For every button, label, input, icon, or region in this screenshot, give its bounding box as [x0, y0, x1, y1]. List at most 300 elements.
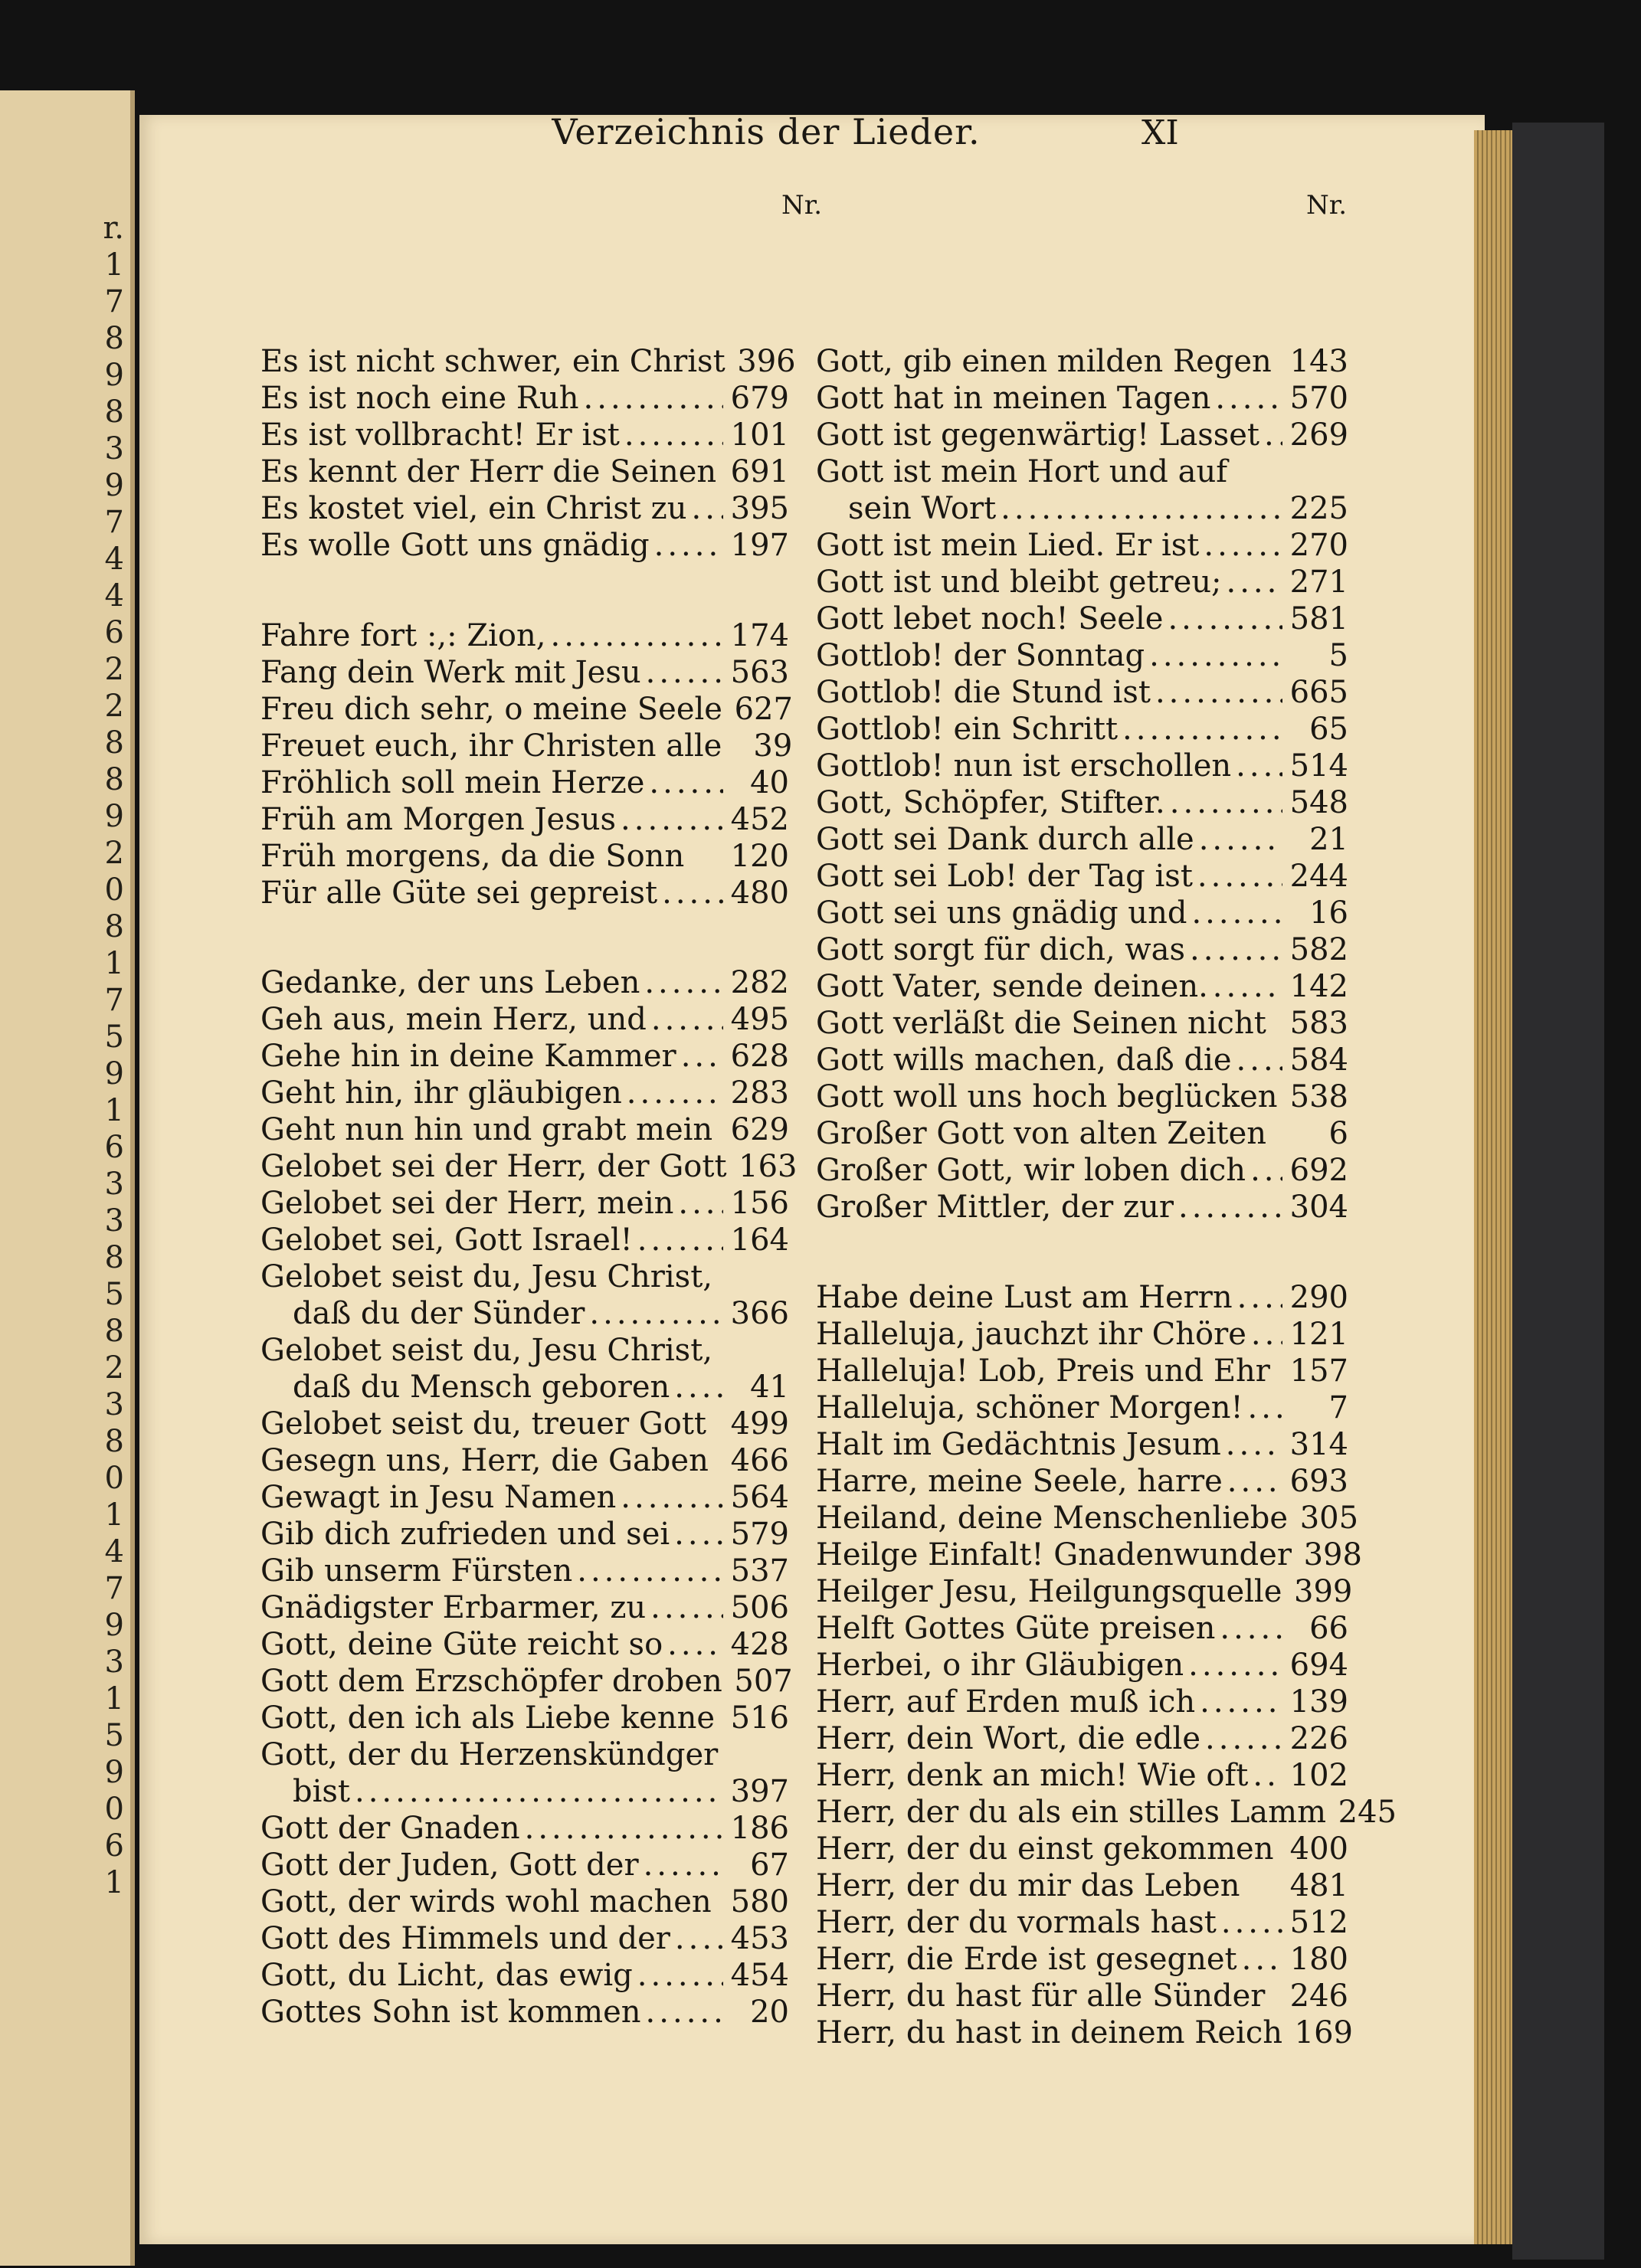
left-page-number: 7: [104, 505, 124, 540]
left-page-number: 1: [104, 247, 124, 283]
entry-title: Herr, der du vormals hast: [816, 1905, 1217, 1940]
left-page-number: 1: [104, 1865, 124, 1900]
dot-leader: [1170, 784, 1282, 821]
entry-number: 174: [730, 618, 789, 653]
entry-number: 139: [1289, 1684, 1348, 1720]
index-entry: [816, 1537, 1362, 1573]
entry-title: Gott sorgt für dich, was: [816, 932, 1186, 967]
index-entry: [260, 1773, 789, 1810]
dot-leader: [649, 764, 723, 801]
entry-number: 579: [730, 1517, 789, 1552]
dot-leader: [637, 1222, 723, 1258]
entry-title: Halleluja, schöner Morgen!: [816, 1390, 1243, 1425]
index-entry: [816, 968, 1348, 1005]
entry-number: 121: [1289, 1317, 1348, 1352]
entry-title: Gott wills machen, daß die: [816, 1042, 1232, 1078]
entry-number: 452: [730, 802, 789, 837]
entry-title: Gottlob! ein Schritt: [816, 712, 1119, 747]
entry-title: Gewagt in Jesu Namen: [260, 1480, 617, 1515]
dot-leader: [1188, 1647, 1282, 1684]
entry-number: 694: [1289, 1648, 1348, 1683]
index-entry: [816, 1500, 1359, 1537]
index-entry: [816, 1279, 1348, 1316]
left-page-number: 1: [104, 1681, 124, 1717]
index-entry: [816, 380, 1348, 417]
entry-title: Gott, gib einen milden Regen: [816, 344, 1272, 379]
entry-title: Gott ist und bleibt getreu;: [816, 565, 1222, 600]
dot-leader: [1248, 1389, 1282, 1426]
entry-title: Gelobet sei, Gott Israel!: [260, 1222, 633, 1258]
entry-number: 516: [730, 1700, 789, 1736]
entry-number: 269: [1289, 417, 1348, 453]
entry-title: Herr, du hast in deinem Reich: [816, 2015, 1283, 2050]
entry-number: 305: [1299, 1501, 1359, 1536]
entry-title: Herr, die Erde ist gesegnet: [816, 1942, 1237, 1977]
left-page-number: 6: [104, 1828, 124, 1864]
entry-number: 679: [730, 381, 789, 416]
index-entry: [816, 1115, 1348, 1152]
index-entry: [260, 343, 796, 380]
left-page-number: 8: [104, 1424, 124, 1459]
index-entry: [816, 564, 1348, 601]
dot-leader: [651, 1001, 723, 1038]
index-entry: [260, 875, 789, 911]
dot-leader: [674, 1369, 723, 1406]
entry-title: Fröhlich soll mein Herze: [260, 765, 645, 800]
entry-number: 665: [1289, 675, 1348, 710]
entry-number: 246: [1289, 1978, 1348, 2014]
left-page-number: 8: [104, 909, 124, 944]
entry-number: 563: [730, 655, 789, 690]
left-page-number: 7: [104, 1571, 124, 1606]
entry-number: 538: [1289, 1079, 1348, 1114]
index-entry: [816, 2014, 1354, 2051]
index-entry: [816, 490, 1348, 527]
index-entry: [260, 764, 789, 801]
dot-leader: [1250, 1152, 1282, 1189]
entry-number: 537: [730, 1553, 789, 1589]
index-entry: [260, 1148, 798, 1185]
index-entry: [816, 1757, 1348, 1794]
column-heading-left: Nr.: [781, 190, 823, 221]
entry-number: 400: [1289, 1831, 1348, 1867]
entry-number: 428: [730, 1627, 789, 1662]
entry-number: 143: [1289, 344, 1348, 379]
entry-title: Gott ist gegenwärtig! Lasset: [816, 417, 1260, 453]
left-page-number: 2: [104, 652, 124, 687]
dot-leader: [662, 875, 723, 911]
index-entry: [260, 838, 789, 875]
entry-title: Gott sei Dank durch alle: [816, 822, 1194, 857]
entry-title: Geht hin, ihr gläubigen: [260, 1075, 622, 1111]
entry-number: 628: [730, 1039, 789, 1074]
left-page-number: 1: [104, 1093, 124, 1128]
dot-leader: [1237, 1279, 1282, 1316]
entry-title: Gott des Himmels und der: [260, 1921, 670, 1956]
entry-title: Halleluja, jauchzt ihr Chöre: [816, 1317, 1246, 1352]
dot-leader: [525, 1810, 723, 1847]
index-entry: [260, 1994, 789, 2031]
entry-number: 564: [730, 1480, 789, 1515]
entry-number: 186: [730, 1811, 789, 1846]
entry-title: Geh aus, mein Herz, und: [260, 1002, 647, 1037]
entry-title: Heilge Einfalt! Gnadenwunder: [816, 1537, 1292, 1573]
entry-title: Gelobet seist du, Jesu Christ,: [260, 1333, 712, 1368]
index-entry: [816, 1647, 1348, 1684]
left-page-number: 2: [104, 836, 124, 871]
entry-title: Gott, Schöpfer, Stifter.: [816, 785, 1165, 820]
index-entry: [816, 1867, 1348, 1904]
book-cover: [1512, 123, 1604, 2260]
index-entry: [816, 1831, 1348, 1867]
left-page-number: 3: [104, 1203, 124, 1239]
entry-number: 180: [1289, 1942, 1348, 1977]
entry-number: 693: [1289, 1464, 1348, 1499]
entry-number: 66: [1309, 1611, 1348, 1646]
entry-title: Gott, der wirds wohl machen: [260, 1884, 712, 1919]
entry-number: 41: [750, 1370, 789, 1405]
entry-number: 366: [730, 1296, 789, 1331]
entry-number: 65: [1309, 712, 1348, 747]
left-page-number: 7: [104, 284, 124, 319]
index-entry: [260, 1406, 789, 1442]
index-entry: [260, 728, 793, 764]
entry-title: Freuet euch, ihr Christen alle: [260, 728, 722, 764]
left-page-number: 0: [104, 1792, 124, 1827]
index-entry: [260, 1479, 789, 1516]
dot-leader: [589, 1295, 723, 1332]
entry-title: Fahre fort :,: Zion,: [260, 618, 546, 653]
index-entry: [816, 1426, 1348, 1463]
index-entry: [260, 1001, 789, 1038]
index-entry: [816, 1189, 1348, 1226]
entry-title: Gelobet sei der Herr, der Gott: [260, 1149, 727, 1184]
entry-title: Helft Gottes Güte preisen: [816, 1611, 1216, 1646]
entry-title: Herr, denk an mich! Wie oft: [816, 1758, 1249, 1793]
dot-leader: [355, 1773, 723, 1810]
entry-title: Es ist vollbracht! Er ist: [260, 417, 620, 453]
index-entry: [816, 1042, 1348, 1078]
left-page-number: 2: [104, 1350, 124, 1386]
entry-number: 226: [1289, 1721, 1348, 1756]
index-entry: [260, 1700, 789, 1736]
dot-leader: [1226, 1426, 1282, 1463]
entry-number: 156: [730, 1186, 789, 1221]
entry-number: 7: [1328, 1390, 1348, 1425]
entry-title: Freu dich sehr, o meine Seele: [260, 692, 722, 727]
dot-leader: [1178, 1189, 1282, 1226]
index-entry: [816, 1573, 1353, 1610]
dot-leader: [1199, 821, 1282, 858]
entry-title: Gottlob! der Sonntag: [816, 638, 1145, 673]
page-number: XI: [1141, 113, 1179, 152]
left-page-number: 3: [104, 1387, 124, 1422]
index-entry: [260, 1553, 789, 1589]
left-page-number: 8: [104, 1314, 124, 1349]
left-page-number: 9: [104, 1608, 124, 1643]
entry-number: 506: [730, 1590, 789, 1625]
entry-number: 67: [750, 1847, 789, 1883]
entry-title: Gib dich zufrieden und sei: [260, 1517, 670, 1552]
index-entry: [260, 801, 789, 838]
dot-leader: [1197, 858, 1282, 895]
entry-title: Herbei, o ihr Gläubigen: [816, 1648, 1184, 1683]
dot-leader: [637, 1957, 723, 1994]
left-page-number: 7: [104, 983, 124, 1018]
dot-leader: [577, 1553, 723, 1589]
index-entry: [260, 453, 789, 490]
index-entry: [260, 490, 789, 527]
entry-number: 245: [1338, 1795, 1397, 1830]
entry-number: 271: [1289, 565, 1348, 600]
index-entry: [260, 1332, 789, 1369]
entry-title: Gottlob! nun ist erschollen: [816, 748, 1232, 784]
index-entry: [816, 637, 1348, 674]
entry-title: Gott dem Erzschöpfer droben: [260, 1664, 722, 1699]
entry-title: Gott der Juden, Gott der: [260, 1847, 639, 1883]
entry-title: Gott sei uns gnädig und: [816, 895, 1187, 931]
entry-number: 102: [1289, 1758, 1348, 1793]
entry-title: Harre, meine Seele, harre: [816, 1464, 1223, 1499]
entry-title: Gott, der du Herzenskündger: [260, 1737, 719, 1772]
entry-title: Gott, du Licht, das ewig: [260, 1958, 633, 1993]
entry-number: 499: [730, 1406, 789, 1442]
left-page-number: 1: [104, 1497, 124, 1533]
left-page-number: 5: [104, 1019, 124, 1055]
entry-number: 304: [1289, 1190, 1348, 1225]
left-page-number: 9: [104, 1056, 124, 1091]
dot-leader: [1155, 674, 1282, 711]
index-entry: [816, 1316, 1348, 1353]
dot-leader: [621, 801, 723, 838]
entry-title: Gott lebet noch! Seele: [816, 601, 1164, 637]
index-entry: [816, 343, 1348, 380]
dot-leader: [584, 380, 723, 417]
left-page-number: r.: [103, 211, 124, 246]
dot-leader: [1200, 1684, 1282, 1720]
index-entry: [260, 1920, 789, 1957]
entry-title: Es ist noch eine Ruh: [260, 381, 579, 416]
dot-leader: [1001, 490, 1282, 527]
entry-title: Gott woll uns hoch beglücken: [816, 1079, 1278, 1114]
entry-title: sein Wort: [848, 491, 997, 526]
entry-number: 548: [1289, 785, 1348, 820]
entry-title: Gott, deine Güte reicht so: [260, 1627, 663, 1662]
dot-leader: [1236, 748, 1282, 784]
index-entry: [260, 1736, 789, 1773]
dot-leader: [627, 1075, 723, 1111]
entry-number: 40: [750, 765, 789, 800]
entry-title: Gelobet seist du, treuer Gott: [260, 1406, 706, 1442]
index-entry: [816, 453, 1348, 490]
index-entry: [816, 1005, 1348, 1042]
entry-number: 582: [1289, 932, 1348, 967]
index-entry: [260, 964, 789, 1001]
entry-title: Großer Mittler, der zur: [816, 1190, 1174, 1225]
entry-number: 495: [730, 1002, 789, 1037]
left-page-number: 0: [104, 1461, 124, 1496]
entry-title: Herr, auf Erden muß ich: [816, 1684, 1196, 1720]
entry-number: 270: [1289, 528, 1348, 563]
entry-number: 197: [730, 528, 789, 563]
left-page-number: 8: [104, 725, 124, 761]
entry-number: 120: [730, 839, 789, 874]
index-entry: [816, 527, 1348, 564]
dot-leader: [1227, 564, 1283, 601]
entry-title: Es wolle Gott uns gnädig: [260, 528, 650, 563]
entry-title: Gottes Sohn ist kommen: [260, 1995, 641, 2030]
entry-number: 627: [734, 692, 793, 727]
index-entry: [816, 1078, 1348, 1115]
index-entry: [260, 1258, 789, 1295]
index-entry: [260, 1442, 789, 1479]
entry-number: 691: [730, 454, 789, 489]
left-page-number: 9: [104, 1755, 124, 1790]
entry-number: 583: [1289, 1006, 1348, 1041]
dot-leader: [1236, 1042, 1282, 1078]
dot-leader: [674, 1516, 723, 1553]
index-entry: [260, 691, 793, 728]
left-page-edge: [0, 90, 135, 2266]
index-entry: [816, 895, 1348, 931]
dot-leader: [1213, 968, 1282, 1005]
left-page-number: 8: [104, 1240, 124, 1275]
left-page-number: 3: [104, 1167, 124, 1202]
index-entry: [260, 617, 789, 654]
entry-title: Gehe hin in deine Kammer: [260, 1039, 676, 1074]
dot-leader: [1264, 417, 1282, 453]
entry-number: 629: [730, 1112, 789, 1147]
entry-number: 290: [1289, 1280, 1348, 1315]
index-entry: [816, 1978, 1348, 2014]
left-page-number: 5: [104, 1718, 124, 1753]
dot-leader: [1242, 1941, 1282, 1978]
left-page-number: 4: [104, 578, 124, 614]
entry-title: Herr, der du einst gekommen: [816, 1831, 1274, 1867]
entry-number: 225: [1289, 491, 1348, 526]
dot-leader: [1251, 1316, 1282, 1353]
entry-number: 163: [739, 1149, 798, 1184]
entry-title: Herr, der du als ein stilles Lamm: [816, 1795, 1327, 1830]
index-entry: [260, 1589, 789, 1626]
entry-title: Früh am Morgen Jesus: [260, 802, 617, 837]
entry-number: 169: [1294, 2015, 1354, 2050]
index-entry: [260, 1075, 789, 1111]
left-page-number: 9: [104, 468, 124, 503]
entry-number: 453: [730, 1921, 789, 1956]
index-entry: [816, 821, 1348, 858]
entry-number: 39: [753, 728, 793, 764]
index-entry: [260, 1516, 789, 1553]
dot-leader: [654, 527, 723, 564]
index-entry: [260, 1957, 789, 1994]
dot-leader: [644, 1847, 723, 1883]
left-page-number: 8: [104, 394, 124, 430]
dot-leader: [1204, 527, 1282, 564]
index-entry: [816, 601, 1348, 637]
left-page-number: 9: [104, 799, 124, 834]
dot-leader: [675, 1920, 723, 1957]
entry-number: 157: [1289, 1353, 1348, 1389]
entry-number: 21: [1309, 822, 1348, 857]
entry-title: Gib unserm Fürsten: [260, 1553, 573, 1589]
entry-title: Gott Vater, sende deinen.: [816, 969, 1208, 1004]
index-entry: [816, 1794, 1397, 1831]
left-page-number: 4: [104, 1534, 124, 1569]
index-entry: [260, 1295, 789, 1332]
left-page-number: 6: [104, 615, 124, 650]
left-page-number: 1: [104, 946, 124, 981]
entry-number: 514: [1289, 748, 1348, 784]
index-entry: [260, 1185, 789, 1222]
index-entry: [260, 1038, 789, 1075]
entry-title: Herr, der du mir das Leben: [816, 1868, 1240, 1903]
index-entry: [260, 527, 789, 564]
index-entry: [816, 1610, 1348, 1647]
entry-title: Habe deine Lust am Herrn: [816, 1280, 1233, 1315]
dot-leader: [550, 617, 723, 654]
entry-number: 581: [1289, 601, 1348, 637]
entry-number: 101: [730, 417, 789, 453]
entry-title: daß du der Sünder: [293, 1296, 585, 1331]
entry-number: 396: [737, 344, 796, 379]
left-page-number: 6: [104, 1130, 124, 1165]
entry-title: Gott sei Lob! der Tag ist: [816, 859, 1193, 894]
index-entry: [816, 1941, 1348, 1978]
entry-title: Heiland, deine Menschenliebe: [816, 1501, 1289, 1536]
entry-title: Herr, dein Wort, die edle: [816, 1721, 1201, 1756]
entry-number: 395: [730, 491, 789, 526]
entry-number: 5: [1328, 638, 1348, 673]
entry-title: Großer Gott von alten Zeiten: [816, 1116, 1267, 1151]
entry-title: daß du Mensch geboren: [293, 1370, 670, 1405]
entry-title: Es kennt der Herr die Seinen: [260, 454, 717, 489]
entry-number: 20: [750, 1995, 789, 2030]
entry-title: Gottlob! die Stund ist: [816, 675, 1151, 710]
dot-leader: [621, 1479, 723, 1516]
entry-title: Gott ist mein Hort und auf: [816, 454, 1228, 489]
dot-leader: [650, 1589, 723, 1626]
dot-leader: [1205, 1720, 1282, 1757]
entry-number: 398: [1303, 1537, 1362, 1573]
left-page-number: 9: [104, 358, 124, 393]
entry-number: 397: [730, 1774, 789, 1809]
index-entry: [816, 748, 1348, 784]
index-entry: [260, 1883, 789, 1920]
entry-title: Gott ist mein Lied. Er ist: [816, 528, 1200, 563]
entry-number: 282: [730, 965, 789, 1000]
dot-leader: [1227, 1463, 1282, 1500]
entry-title: Für alle Güte sei gepreist: [260, 875, 658, 911]
entry-title: Früh morgens, da die Sonn: [260, 839, 685, 874]
index-entry: [816, 1684, 1348, 1720]
index-entry: [816, 674, 1348, 711]
dot-leader: [1168, 601, 1282, 637]
index-entry: [260, 1111, 789, 1148]
left-page-number: 8: [104, 321, 124, 356]
index-entry: [260, 417, 789, 453]
entry-title: Gott verläßt die Seinen nicht: [816, 1006, 1266, 1041]
dot-leader: [644, 964, 723, 1001]
entry-number: 580: [730, 1884, 789, 1919]
entry-title: Es ist nicht schwer, ein Christ: [260, 344, 726, 379]
dot-leader: [678, 1185, 723, 1222]
dot-leader: [681, 1038, 723, 1075]
index-entry: [816, 858, 1348, 895]
left-page-number: 4: [104, 542, 124, 577]
index-entry: [260, 380, 789, 417]
entry-title: Heilger Jesu, Heilgungsquelle: [816, 1574, 1282, 1609]
